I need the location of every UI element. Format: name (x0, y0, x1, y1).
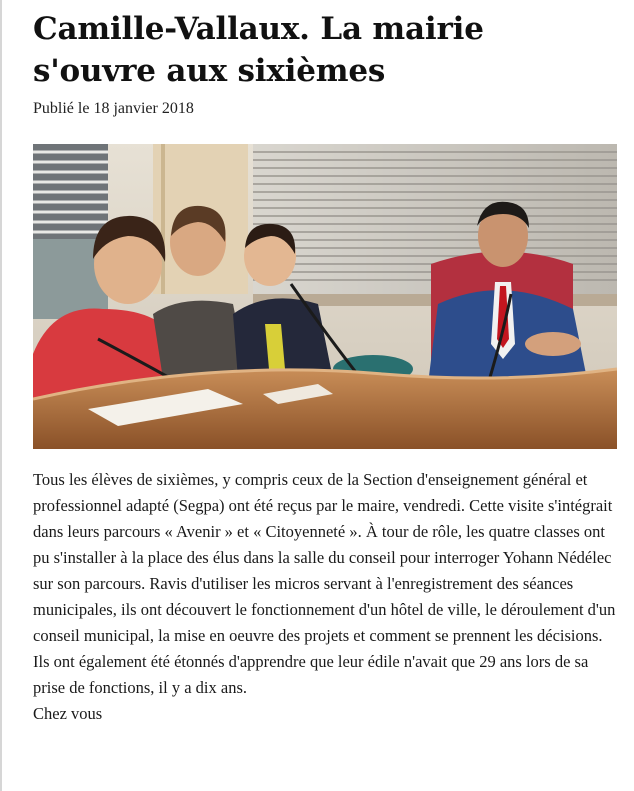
page-left-border (0, 0, 2, 791)
left-window (33, 144, 108, 319)
council-room-illustration (33, 144, 617, 449)
article (33, 8, 617, 727)
article-photo (33, 144, 617, 449)
article-byline: Chez vous (33, 704, 103, 723)
publication-date: Publié le 18 janvier 2018 (33, 100, 194, 117)
article-headline: Camille-Vallaux. La mairie s'ouvre aux sixièmes (33, 11, 484, 89)
article-body: Tous les élèves de sixièmes, y compris ceux de la Section d'enseignement général et professionnel adapté (Segpa) ont été reçus par le maire, vendredi. Cette visite s'intégrait dans leurs parcours « Avenir » et « Citoyenneté ». À tour de rôle, les quatre classes ont pu s'installer à la place des élus dans la salle du conseil pour interroger Yohann Nédélec sur son parcours. Ravis d'utiliser les micros servant à l'enregistrement des séances municipales, ils ont découvert le fonctionnement d'un hôtel de ville, le déroulement d'un conseil municipal, la mise en oeuvre des projets et comment se prennent les décisions. Ils ont également été étonnés d'apprendre que leur édile n'avait que 29 ans lors de sa prise de fonctions, il y a dix ans. (33, 470, 616, 697)
